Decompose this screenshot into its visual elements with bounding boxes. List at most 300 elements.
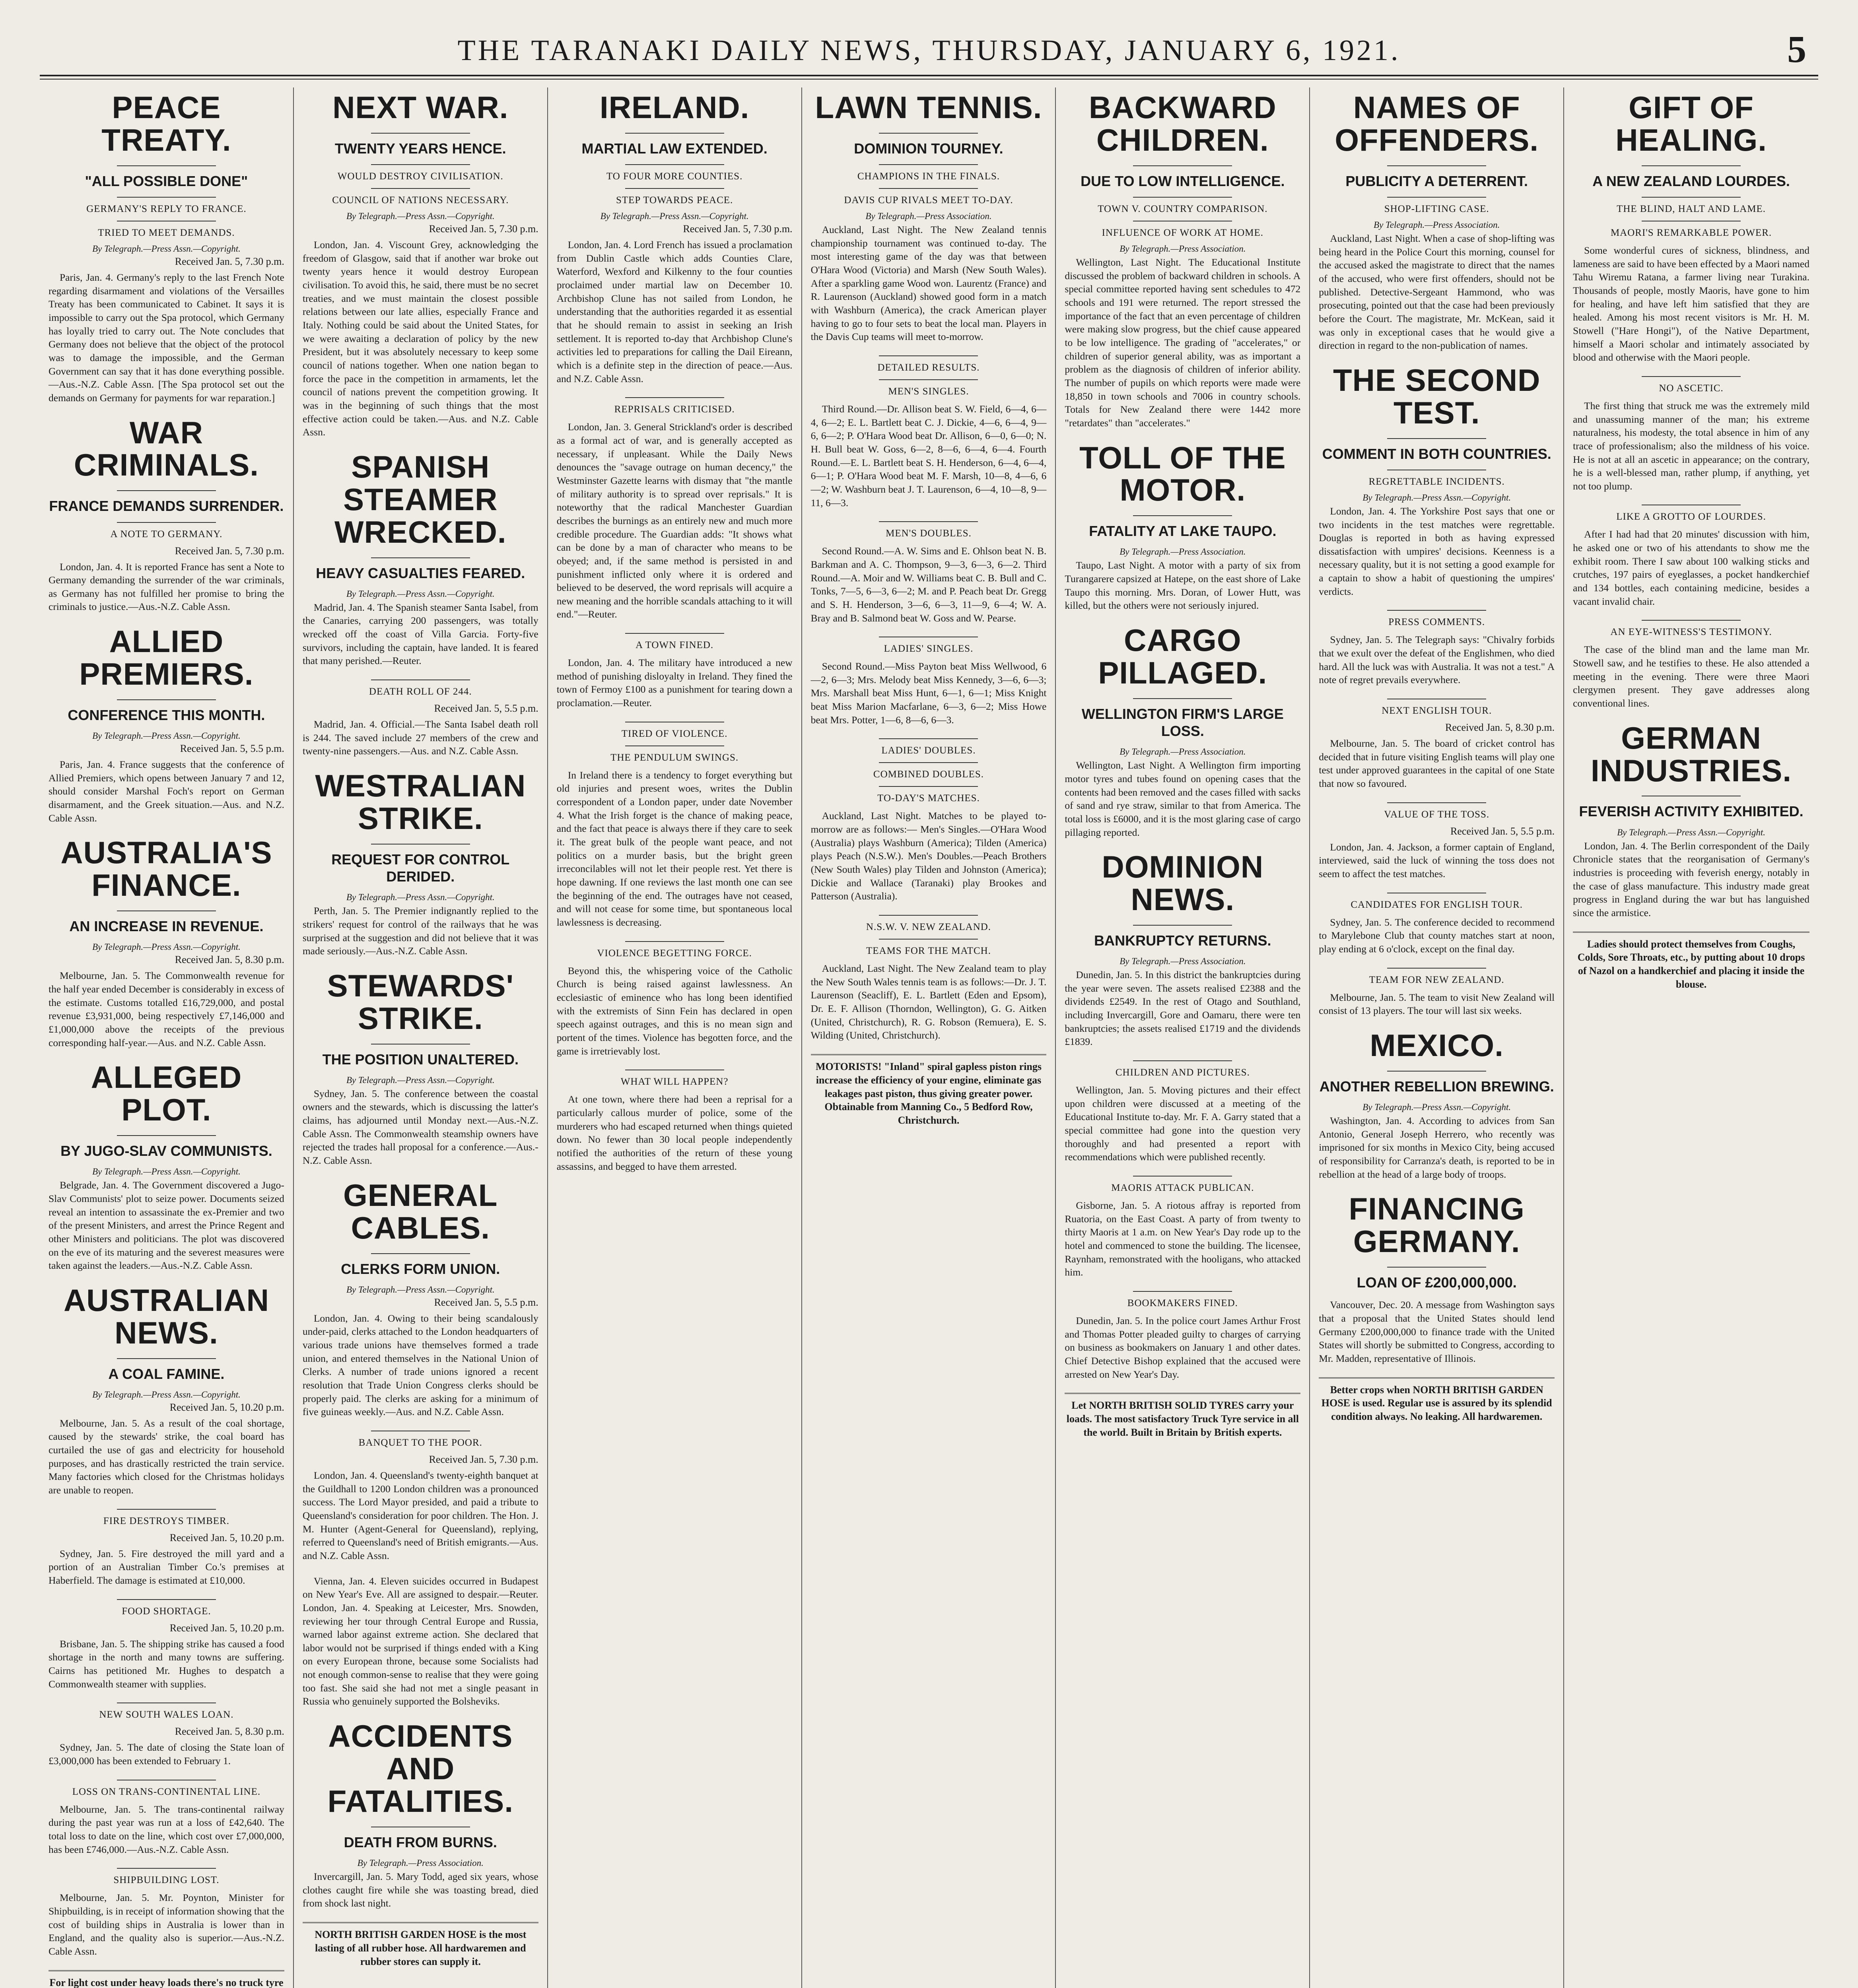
- article: [1573, 91, 1809, 364]
- headline-rule: [371, 844, 470, 845]
- article-dateline: Received Jan. 5, 7.30 p.m.: [683, 223, 793, 235]
- article-subhead: VALUE OF THE TOSS.: [1384, 809, 1490, 820]
- article-body: Brisbane, Jan. 5. The shipping strike has caused a food shortage in the north and many towns are suffering. Cairns has petitioned Mr. Hughes to despatch a Commonwealth steamer with supplies.: [49, 1638, 284, 1690]
- article-dateline: Received Jan. 5, 5.5 p.m.: [434, 1296, 538, 1308]
- article-headline: SPANISH STEAMER WRECKED.: [334, 449, 507, 549]
- article-subhead: SHOP-LIFTING CASE.: [1384, 203, 1489, 214]
- article-dateline: Received Jan. 5, 7.30 p.m.: [429, 1453, 538, 1465]
- article-subhead: TEAMS FOR THE MATCH.: [866, 945, 991, 957]
- article: [811, 91, 1047, 344]
- headline-rule: [117, 165, 216, 166]
- advertisement: NORTH BRITISH GARDEN HOSE is the most lasting of all rubber hose. All hardwaremen and rubber stores can supply it.: [303, 1922, 538, 1968]
- article-subhead: CHAMPIONS IN THE FINALS.: [857, 171, 1000, 182]
- article-body: Sydney, Jan. 5. The date of closing the State loan of £3,000,000 has been extended to February 1.: [49, 1741, 284, 1767]
- article-body: Melbourne, Jan. 5. The team to visit New Zealand will consist of 13 players. The tour will last six weeks.: [1319, 991, 1555, 1017]
- headline-rule: [625, 188, 724, 189]
- advertisement: Let NORTH BRITISH SOLID TYRES carry your loads. The most satisfactory Truck Tyre service in all the world. Built in Britain by British experts.: [1065, 1393, 1300, 1439]
- article-byline: By Telegraph.—Press Assn.—Copyright.: [1362, 1102, 1511, 1112]
- article-headline: AUSTRALIA'S FINANCE.: [60, 835, 272, 903]
- article-subhead: TO-DAY'S MATCHES.: [877, 793, 980, 804]
- article: [303, 1574, 538, 1708]
- headline-rule: [879, 188, 978, 189]
- article-byline: By Telegraph.—Press Association.: [865, 211, 992, 221]
- article: [557, 941, 793, 1058]
- article-subhead: A NEW ZEALAND LOURDES.: [1592, 173, 1790, 189]
- article-body: Invercargill, Jan. 5. Mary Todd, aged six years, whose clothes caught fire while she was toasting bread, died from shock last night.: [302, 1870, 538, 1909]
- article-subhead: FOOD SHORTAGE.: [122, 1606, 211, 1617]
- article-dateline: Received Jan. 5, 10.20 p.m.: [169, 1401, 284, 1413]
- headline-rule: [371, 164, 470, 165]
- headline-rule: [1133, 515, 1232, 516]
- headline-rule: [1642, 197, 1741, 198]
- article-subhead: TWENTY YEARS HENCE.: [334, 140, 506, 157]
- article-subhead: A TOWN FINED.: [636, 640, 714, 651]
- article-byline: By Telegraph.—Press Assn.—Copyright.: [346, 588, 495, 599]
- article-subhead: DAVIS CUP RIVALS MEET TO-DAY.: [844, 195, 1013, 206]
- headline-rule: [371, 1253, 470, 1254]
- article: [1319, 610, 1555, 687]
- article-subhead: BANKRUPTCY RETURNS.: [1094, 932, 1271, 949]
- article: [1319, 893, 1555, 956]
- article-subhead: TO FOUR MORE COUNTIES.: [606, 171, 743, 182]
- article-body: Melbourne, Jan. 5. The trans-continental railway during the past year was run at a loss of £42,640. The total loss to date on the line, which cost over £7,000,000, has been £746,000.—Aus.-N.Z. Cable Assn.: [49, 1803, 284, 1855]
- article-headline: ALLEGED PLOT.: [91, 1060, 242, 1128]
- article-subhead: MAORIS ATTACK PUBLICAN.: [1111, 1182, 1254, 1194]
- headline-rule: [1387, 1071, 1486, 1072]
- article: [811, 915, 1047, 1042]
- article: [49, 417, 284, 614]
- article-headline: DOMINION NEWS.: [1102, 849, 1264, 917]
- article: [1573, 722, 1809, 920]
- article: [1065, 1060, 1300, 1164]
- article: [49, 837, 284, 1049]
- headline-rule: [117, 522, 216, 523]
- article-byline: By Telegraph.—Press Assn.—Copyright.: [92, 731, 241, 741]
- headline-rule: [879, 521, 978, 522]
- article-dateline: Received Jan. 5, 10.20 p.m.: [169, 1532, 284, 1543]
- headline-rule: [1133, 197, 1232, 198]
- article-subhead: TIRED OF VIOLENCE.: [621, 728, 728, 739]
- column-2: [294, 87, 548, 1988]
- article-headline: WESTRALIAN STRIKE.: [315, 768, 526, 836]
- article-body: London, Jan. 4. The military have introduced a new method of punishing disloyalty in Ireland. They fined the town of Fermoy £100 as a punishment for tearing down a proclamation.—Reuter.: [556, 657, 793, 709]
- headline-rule: [117, 1868, 216, 1869]
- article-dateline: Received Jan. 5, 8.30 p.m.: [175, 1726, 284, 1738]
- article-body: Washington, Jan. 4. According to advices from San Antonio, General Joseph Herrero, who recently was imprisoned for six months in Mexico City, being accused of responsibility for Carranza's death, is reported to be in rebellion at the head of a large body of troops.: [1319, 1115, 1555, 1180]
- article-subhead: STEP TOWARDS PEACE.: [616, 195, 733, 206]
- article-subhead: THE PENDULUM SWINGS.: [610, 752, 739, 763]
- headline-rule: [1133, 925, 1232, 926]
- article-headline: ACCIDENTS AND FATALITIES.: [327, 1718, 513, 1819]
- article-body: London, Jan. 3. General Strickland's order is described as a formal act of war, and is generally accepted as necessary, if unpleasant. While the Daily News denounces the "savage outrage on human decency," the Westminster Gazette learns with dismay that "the mantle of military authority is to spread over reprisals." It is noteworthy that the radical Manchester Guardian describes the burnings as an entirely new and much more credible procedure. The Guardian adds: "It shows what can be done by a man of character who means to be obeyed; and, if the same method is persisted in and punishment inflicted only where it is ordered and believed to be deserved, the word reprisals will acquire a new meaning and the horrible scandals attaching to it will end."—Reuter.: [556, 421, 793, 620]
- article-dateline: Received Jan. 5, 5.5 p.m.: [180, 743, 284, 755]
- article-subhead: N.S.W. V. NEW ZEALAND.: [866, 922, 991, 933]
- article-body: Sydney, Jan. 5. The conference decided to recommend to Marylebone Club that county matches start at noon, play ending at 6 o'clock, except on the final day.: [1319, 916, 1555, 955]
- masthead-rule: [40, 75, 1818, 80]
- article-headline: FINANCING GERMANY.: [1349, 1191, 1525, 1259]
- article-subhead: THE POSITION UNALTERED.: [322, 1051, 519, 1068]
- article: [811, 355, 1047, 509]
- article-byline: By Telegraph.—Press Assn.—Copyright.: [92, 1167, 241, 1177]
- article: [303, 679, 538, 758]
- article: [811, 637, 1047, 726]
- article: [1573, 376, 1809, 493]
- column-3: [548, 87, 802, 1988]
- article-body: Madrid, Jan. 4. The Spanish steamer Santa Isabel, from the Canaries, carrying 200 passengers, was totally wrecked off the coast of Villa Garcia. Forty-five survivors, including the captain, have landed. It is feared that many perished.—Reuter.: [302, 601, 538, 667]
- article-byline: By Telegraph.—Press Assn.—Copyright.: [92, 942, 241, 952]
- article: [303, 1720, 538, 1910]
- article-byline: By Telegraph.—Press Association.: [1119, 956, 1246, 967]
- article-subhead: FIRE DESTROYS TIMBER.: [103, 1515, 229, 1526]
- column-7: [1564, 87, 1818, 1988]
- article: [49, 1284, 284, 1497]
- article-body: Melbourne, Jan. 5. The Commonwealth revenue for the half year ended December is considerably in excess of the estimate. Customs totalled £16,729,000, and postal revenue £3,931,000, being respectively £7,146,000 and £1,000,000 above the receipts of the previous corresponding half-year.—Aus. and N.Z. Cable Assn.: [49, 970, 284, 1048]
- article-body: Dunedin, Jan. 5. In the police court James Arthur Frost and Thomas Potter pleaded guilty to charges of carrying on business as bookmakers on January 1 and other dates. Chief Detective Bishop explained that the accused were arrested on New Year's Day.: [1065, 1314, 1301, 1380]
- article: [557, 91, 793, 385]
- article: [1319, 364, 1555, 598]
- article-subhead: LOAN OF £200,000,000.: [1357, 1274, 1517, 1291]
- article-subhead: TOWN V. COUNTRY COMPARISON.: [1098, 203, 1268, 214]
- article: [1065, 442, 1300, 613]
- article-subhead: NO ASCETIC.: [1659, 382, 1724, 394]
- article-body: Dunedin, Jan. 5. In this district the bankruptcies during the year were seven. The assets realised £2388 and the dividends £2549. In the rest of Otago and Southland, including Invercargill, Gore and Oamaru, there were ten bankruptcies; the assets realised £1719 and the dividends £1839.: [1065, 969, 1301, 1048]
- article-subhead: MAORI'S REMARKABLE POWER.: [1610, 227, 1772, 238]
- article-body: Perth, Jan. 5. The Premier indignantly replied to the strikers' request for control of the railways that he was surprised at the suggestion and did not believe that it was made seriously.—Aus.-N.Z. Cable Assn.: [302, 905, 538, 957]
- advertisement: Better crops when NORTH BRITISH GARDEN HOSE is used. Regular use is assured by its splendid condition always. No leaking. All hardwaremen.: [1319, 1377, 1555, 1423]
- article: [557, 1070, 793, 1173]
- article-dateline: Received Jan. 5, 5.5 p.m.: [1450, 825, 1555, 837]
- article-byline: By Telegraph.—Press Assn.—Copyright.: [346, 1284, 495, 1295]
- advertisement: MOTORISTS! "Inland" spiral gapless piston rings increase the efficiency of your engine, eliminate gas leakages past piston, thus giving greater power. Obtainable from Manning Co., 5 Bedford Row, Christchurch.: [811, 1054, 1047, 1127]
- article-dateline: Received Jan. 5, 5.5 p.m.: [434, 703, 538, 714]
- article-subhead: BOOKMAKERS FINED.: [1127, 1297, 1238, 1309]
- article: [303, 91, 538, 439]
- article-subhead: BY JUGO-SLAV COMMUNISTS.: [60, 1143, 272, 1159]
- headline-rule: [371, 557, 470, 558]
- column-5: [1056, 87, 1310, 1988]
- article-body: Gisborne, Jan. 5. A riotous affray is reported from Ruatoria, on the East Coast. A party of from twenty to thirty Maoris at 1 a.m. on New Year's Day rode up to the hotel and commenced to stone the building. The licensee, Raynham, remonstrated with the hooligans, who attacked him.: [1065, 1200, 1301, 1278]
- headline-rule: [1387, 802, 1486, 803]
- article-subhead: COMBINED DOUBLES.: [873, 769, 984, 780]
- article-byline: By Telegraph.—Press Assn.—Copyright.: [92, 243, 241, 254]
- article-body: Vancouver, Dec. 20. A message from Washington says that a proposal that the United States should lend Germany £200,000,000 to finance trade with the United States will shortly be submitted to Congress, according to Mr. Madden, representative of Illinois.: [1319, 1299, 1555, 1364]
- columns-container: [40, 87, 1818, 1988]
- article: [1065, 851, 1300, 1048]
- headline-rule: [1133, 1060, 1232, 1061]
- article-body: London, Jan. 4. It is reported France has sent a Note to Germany demanding the surrender of the war criminals, as Germany has not fulfilled her promise to bring the criminals to justice.—Aus.-N.Z. Cable Assn.: [49, 561, 284, 613]
- headline-rule: [1387, 610, 1486, 611]
- headline-rule: [371, 133, 470, 134]
- article-subhead: BANQUET TO THE POOR.: [358, 1437, 482, 1448]
- headline-rule: [371, 679, 470, 680]
- article: [811, 521, 1047, 625]
- article-body: London, Jan. 4. Queensland's twenty-eighth banquet at the Guildhall to 1200 London children was a pronounced success. The Lord Mayor presided, and paid a tribute to Queensland's consideration for poor children. The Hon. J. M. Hunter (Agent-General for Queensland), replying, referred to Queensland's need of British emigrants.—Aus. and N.Z. Cable Assn.: [302, 1469, 538, 1561]
- article: [1319, 699, 1555, 790]
- article: [49, 1703, 284, 1767]
- article-headline: CARGO PILLAGED.: [1098, 623, 1267, 690]
- headline-rule: [117, 1509, 216, 1510]
- headline-rule: [625, 397, 724, 398]
- article-dateline: Received Jan. 5, 7.30 p.m.: [175, 545, 284, 557]
- article-headline: WAR CRIMINALS.: [74, 415, 259, 483]
- article-subhead: FATALITY AT LAKE TAUPO.: [1089, 523, 1277, 540]
- article-byline: By Telegraph.—Press Association.: [1374, 219, 1500, 230]
- article-body: Wellington, Last Night. A Wellington firm importing motor tyres and tubes found on opening cases that the contents had been removed and the cases filled with sacks of sand and rye straw, similar to that from America. The total loss is £6000, and it is the most glaring case of cargo pillaging reported.: [1065, 759, 1301, 838]
- article-byline: By Telegraph.—Press Assn.—Copyright.: [92, 1389, 241, 1400]
- article: [303, 1179, 538, 1419]
- article-byline: By Telegraph.—Press Association.: [1119, 747, 1246, 757]
- article-subhead: WHAT WILL HAPPEN?: [620, 1076, 729, 1087]
- article-subhead: GERMANY'S REPLY TO FRANCE.: [86, 203, 247, 214]
- article-headline: GIFT OF HEALING.: [1615, 90, 1767, 157]
- article: [49, 1780, 284, 1856]
- article-body: Auckland, Last Night. The New Zealand tennis championship tournament was continued to-day. The most interesting game of the day was that between O'Hara Wood (Victoria) and Marsh (New South Wales). After a sparkling game Wood won. Laurentz (France) and R. Laurenson (Auckland) showed good form in a match with Washburn (America), the crack American player having to go to four sets to beat the local man. Players in the Davis Cup teams will meet to-morrow.: [810, 224, 1047, 343]
- article-body: Sydney, Jan. 5. The Telegraph says: "Chivalry forbids that we exult over the defeat of the Englishmen, who died hard. All the luck was with Australia. It was not a test." A note of regret prevails everywhere.: [1319, 634, 1555, 686]
- article: [49, 1509, 284, 1587]
- article-headline: NEXT WAR.: [332, 90, 509, 125]
- advertisement: Ladies should protect themselves from Coughs, Colds, Sore Throats, etc., by putting about 10 drops of Nazol on a handkerchief and placing it inside the blouse.: [1573, 932, 1809, 991]
- article-subhead: LADIES' DOUBLES.: [881, 745, 976, 756]
- article-subhead: PRESS COMMENTS.: [1388, 617, 1485, 628]
- article-body: London, Jan. 4. The Berlin correspondent of the Daily Chronicle states that the reorganisation of Germany's industries is proceeding with feverish energy, notably in the case of glass manufacture. This industry made great progress in England during the war but has languished since the armistice.: [1573, 840, 1809, 918]
- article: [557, 633, 793, 710]
- column-6: [1310, 87, 1564, 1988]
- article-body: Melbourne, Jan. 5. Mr. Poynton, Minister for Shipbuilding, is in receipt of information showing that the cost of building ships in Australia is lower than in England, and the quality also is superior.—Aus.-N.Z. Cable Assn.: [49, 1892, 284, 1957]
- headline-rule: [1387, 968, 1486, 969]
- article-body: Beyond this, the whispering voice of the Catholic Church is being raised against lawlessness. An ecclesiastic of eminence who has long been identified with the extremists of Sinn Fein has declared in open speech against outrages, and this is no mean sign and portent of the times. Violence has begotten force, and the game is irretrievably lost.: [556, 965, 793, 1057]
- article-body: London, Jan. 4. Lord French has issued a proclamation from Dublin Castle which adds Counties Clare, Waterford, Wexford and Kilkenny to the four counties proclaimed under martial law on December 10. Archbishop Clune has not sailed from London, he understanding that the authorities regarded it as essential that he should remain to assist in seeking an Irish settlement. It is reported to-day that Archbishop Clune's activities led to preparations for calling the Dail Eireann, which is a definite step in the direction of peace.—Aus. and N.Z. Cable Assn.: [556, 239, 793, 384]
- article-dateline: Received Jan. 5, 7.30 p.m.: [429, 223, 538, 235]
- article-body: Some wonderful cures of sickness, blindness, and lameness are said to have been effected by a Maori named Tahu Wiremu Ratana, a farmer living near Turakina. Thousands of people, mostly Maoris, have gone to him for healing, and have left him satisfied that they are healed. Among his most recent visitors is Mr. H. M. Stowell ("Hare Hongi"), of the Native Department, himself a Maori scholar and intimately associated by blood and otherwise with the Maori people.: [1573, 244, 1809, 363]
- article: [303, 970, 538, 1167]
- article-headline: IRELAND.: [599, 90, 750, 125]
- article-subhead: CANDIDATES FOR ENGLISH TOUR.: [1351, 899, 1523, 910]
- article: [557, 722, 793, 929]
- article: [49, 1599, 284, 1691]
- article-subhead: NEXT ENGLISH TOUR.: [1382, 705, 1492, 716]
- headline-rule: [1387, 197, 1486, 198]
- article-byline: By Telegraph.—Press Association.: [357, 1858, 484, 1868]
- article-subhead: MEN'S DOUBLES.: [886, 528, 972, 539]
- article-headline: LAWN TENNIS.: [815, 90, 1042, 125]
- article: [1319, 1193, 1555, 1365]
- article-subhead: DOMINION TOURNEY.: [854, 140, 1003, 157]
- article: [1065, 624, 1300, 839]
- article-subhead: THE BLIND, HALT AND LAME.: [1617, 203, 1766, 214]
- article-body: Auckland, Last Night. The New Zealand team to play the New South Wales tennis team is as follows:—Dr. J. T. Laurenson (Seacliff), E. L. Bartlett (Eden and Epsom), Dr. E. F. Allison (Thorndon, Wellington), G. G. Aitken (United, Christchurch), R. G. Robson (Remuera), E. S. Wilding (United, Christchurch).: [810, 963, 1047, 1041]
- article-byline: By Telegraph.—Press Association.: [1119, 243, 1246, 254]
- headline-rule: [117, 197, 216, 198]
- article-headline: THE SECOND TEST.: [1333, 362, 1541, 430]
- headline-rule: [1387, 165, 1486, 166]
- article-subhead: PUBLICITY A DETERRENT.: [1345, 173, 1528, 189]
- article-subhead: LOSS ON TRANS-CONTINENTAL LINE.: [72, 1786, 261, 1797]
- headline-rule: [625, 164, 724, 165]
- headline-rule: [371, 188, 470, 189]
- article-subhead: REPRISALS CRITICISED.: [614, 404, 735, 415]
- article-body: At one town, where there had been a reprisal for a particularly callous murder of police, some of the murderers who had escaped returned when things quieted down. No fewer than 30 local people independently notified the authorities of the return of these young assassins, and begged to have them arrested.: [556, 1093, 793, 1172]
- masthead: THE TARANAKI DAILY NEWS, THURSDAY, JANUARY 6, 1921.: [457, 34, 1401, 67]
- article: [49, 625, 284, 825]
- headline-rule: [1642, 165, 1741, 166]
- article: [1319, 91, 1555, 352]
- article: [1319, 1029, 1555, 1181]
- article-body: Vienna, Jan. 4. Eleven suicides occurred in Budapest on New Year's Eve. All are assigned to despair.—Reuter. London, Jan. 4. Speaking at Leicester, Mrs. Snowden, reviewing her tour through Central Europe and Russia, warned labor against extreme action. She declared that labor would not be surprised if things ended with a King on every European throne, because some Socialists had not enough common-sense to realise that they were going too fast. She said she had not met a single peasant in Russia who genuinely supported the Bolsheviks.: [302, 1575, 538, 1707]
- headline-rule: [879, 133, 978, 134]
- article-subhead: DEATH ROLL OF 244.: [369, 686, 472, 697]
- article: [1319, 968, 1555, 1017]
- article-body: Melbourne, Jan. 5. As a result of the coal shortage, caused by the stewards' strike, the coal board has curtailed the use of gas and electricity for household purposes, and has drastically restricted the train service. Many factories which closed for the Christmas holidays are unable to reopen.: [49, 1417, 284, 1496]
- headline-rule: [117, 490, 216, 491]
- article-subhead: DETAILED RESULTS.: [877, 362, 980, 373]
- article: [1065, 1176, 1300, 1279]
- headline-rule: [625, 633, 724, 634]
- article-subhead: LADIES' SINGLES.: [884, 643, 974, 654]
- article-headline: NAMES OF OFFENDERS.: [1335, 90, 1539, 157]
- article-byline: By Telegraph.—Press Assn.—Copyright.: [600, 211, 749, 221]
- article-subhead: COMMENT IN BOTH COUNTRIES.: [1322, 445, 1551, 462]
- article-byline: By Telegraph.—Press Association.: [1119, 547, 1246, 557]
- article: [1319, 802, 1555, 881]
- article-body: Madrid, Jan. 4. Official.—The Santa Isabel death roll is 244. The saved include 27 members of the crew and twenty-nine passengers.—Aus. and N.Z. Cable Assn.: [302, 718, 538, 757]
- article-body: The first thing that struck me was the extremely mild and unassuming manner of the man; his extreme naturalness, his modesty, the total absence in him of any trace of professionalism; also the mildness of his voice. He is not at all an ascetic in appearance; on the contrary, he is a well-blessed man, rather plump, if anything, yet not too plump.: [1573, 400, 1809, 492]
- article: [303, 1431, 538, 1563]
- article-subhead: NEW SOUTH WALES LOAN.: [99, 1709, 234, 1720]
- article-headline: PEACE TREATY.: [101, 90, 231, 157]
- headline-rule: [1642, 376, 1741, 377]
- article-byline: By Telegraph.—Press Assn.—Copyright.: [346, 211, 495, 221]
- article-subhead: WOULD DESTROY CIVILISATION.: [337, 171, 503, 182]
- article-subhead: MEN'S SINGLES.: [888, 386, 969, 397]
- article-body: London, Jan. 4. The Yorkshire Post says that one or two incidents in the test matches were regrettable. Douglas is reported in both as having expressed dissatisfaction with umpires' decisions. Keenness is a necessary quality, but it is not setting a good example for a captain to show a habit of questioning the umpires' verdicts.: [1319, 505, 1555, 597]
- article-subhead: REQUEST FOR CONTROL DERIDED.: [331, 851, 510, 885]
- article-subhead: "ALL POSSIBLE DONE": [85, 173, 248, 189]
- article-body: The case of the blind man and the lame man Mr. Stowell saw, and he testifies to these. He also attended a meeting in the evening. There were three Maori clergymen present. They gave addresses along conventional lines.: [1573, 644, 1809, 709]
- article: [811, 738, 1047, 903]
- article-headline: AUSTRALIAN NEWS.: [63, 1282, 269, 1350]
- headline-rule: [117, 1135, 216, 1136]
- article-dateline: Received Jan. 5, 8.30 p.m.: [175, 954, 284, 966]
- article-subhead: A NOTE TO GERMANY.: [110, 528, 223, 540]
- article-subhead: A COAL FAMINE.: [108, 1365, 225, 1382]
- article-headline: ALLIED PREMIERS.: [79, 624, 254, 692]
- article-headline: STEWARDS' STRIKE.: [327, 968, 514, 1036]
- headline-rule: [117, 699, 216, 700]
- column-4: [802, 87, 1056, 1988]
- article-subhead: DUE TO LOW INTELLIGENCE.: [1081, 173, 1285, 189]
- headline-rule: [879, 164, 978, 165]
- article-body: In Ireland there is a tendency to forget everything but old injuries and present woes, writes the Dublin correspondent of a London paper, under date November 4. What the Irish forget is the chance of making peace, and the fact that peace is always there if they care to seek it. The great bulk of the people want peace, and not politics on a murder basis, but the bright green irreconcilables will not let their people rest. Yet there is hope dawning. If one reviews the last month one can see the beginning of the end. The outrages have not ceased, and will not cease for some time, but spontaneous local lawlessness is decreasing.: [556, 769, 793, 928]
- headline-rule: [1133, 165, 1232, 166]
- headline-rule: [1133, 698, 1232, 699]
- article-headline: MEXICO.: [1370, 1027, 1504, 1063]
- article-dateline: Received Jan. 5, 10.20 p.m.: [169, 1622, 284, 1634]
- headline-rule: [1642, 620, 1741, 621]
- article-subhead: VIOLENCE BEGETTING FORCE.: [597, 947, 752, 959]
- article-body: Melbourne, Jan. 5. The board of cricket control has decided that in future visiting English teams will play one test under approved guarantees in the capital of one State that now so favoured.: [1319, 738, 1555, 790]
- article-dateline: Received Jan. 5, 7.30 p.m.: [175, 255, 284, 267]
- article: [1065, 1291, 1300, 1381]
- headline-rule: [625, 133, 724, 134]
- advertisement: For light cost under heavy loads there's no truck tyre: [49, 1970, 284, 1988]
- headline-rule: [1387, 438, 1486, 439]
- headline-rule: [625, 941, 724, 942]
- page-number: 5: [1787, 28, 1806, 70]
- article: [303, 770, 538, 958]
- headline-rule: [879, 379, 978, 380]
- article-subhead: CONFERENCE THIS MONTH.: [68, 707, 265, 723]
- headline-rule: [879, 939, 978, 940]
- article: [557, 397, 793, 621]
- article-headline: GENERAL CABLES.: [343, 1177, 498, 1245]
- headline-rule: [879, 762, 978, 763]
- article-subhead: SHIPBUILDING LOST.: [113, 1875, 220, 1886]
- article-dateline: Received Jan. 5, 8.30 p.m.: [1445, 722, 1555, 734]
- headline-rule: [879, 915, 978, 916]
- article-subhead: FRANCE DEMANDS SURRENDER.: [49, 498, 284, 514]
- article-body: Second Round.—Miss Payton beat Miss Wellwood, 6—2, 6—3; Mrs. Melody beat Miss Kennedy, 3—6, 6—3; Mrs. Marshall beat Miss Hunt, 6—1, 6—1; Miss Knight beat Miss Marion Macfarlane, 6—3, 6—2; Miss Howe beat Mrs. Potter, 1—6, 8—6, 6—3.: [810, 660, 1047, 726]
- article-subhead: HEAVY CASUALTIES FEARED.: [316, 565, 525, 581]
- article-body: Wellington, Jan. 5. Moving pictures and their effect upon children were discussed at a meeting of the Educational Institute to-day. Mr. F. A. Garry stated that a special committee had gone into the question very thoroughly and had presented a report with recommendations which were published recently.: [1065, 1084, 1301, 1163]
- article-body: Taupo, Last Night. A motor with a party of six from Turangarere capsized at Hatepe, on the east shore of Lake Taupo this morning. Mrs. Doran, of Lower Hutt, was killed, but the others were not seriously injured.: [1065, 559, 1301, 612]
- article: [1573, 505, 1809, 608]
- headline-rule: [117, 1599, 216, 1600]
- article: [49, 1061, 284, 1272]
- article-subhead: COUNCIL OF NATIONS NECESSARY.: [332, 195, 509, 206]
- article-byline: By Telegraph.—Press Assn.—Copyright.: [346, 1075, 495, 1085]
- article-subhead: INFLUENCE OF WORK AT HOME.: [1102, 227, 1264, 238]
- article-headline: GERMAN INDUSTRIES.: [1591, 720, 1792, 788]
- headline-rule: [879, 786, 978, 787]
- headline-rule: [1133, 1291, 1232, 1292]
- article-subhead: AN INCREASE IN REVENUE.: [69, 918, 264, 935]
- headline-rule: [117, 1358, 216, 1359]
- article-body: Belgrade, Jan. 4. The Government discovered a Jugo-Slav Communists' plot to seize power. Documents seized reveal an intention to assassinate the ex-Premier and two of the present Ministers, and arrest the Prince Regent and other Ministers and politicians. The plot was discovered on the eve of its maturing and the severest measures were taken against the leaders.—Aus.-N.Z. Cable Assn.: [49, 1179, 284, 1272]
- article: [1573, 620, 1809, 710]
- article-body: Sydney, Jan. 5. Fire destroyed the mill yard and a portion of an Australian Timber Co.'s premises at Haberfield. The damage is estimated at £10,000.: [49, 1547, 284, 1586]
- article-subhead: AN EYE-WITNESS'S TESTIMONY.: [1610, 627, 1772, 638]
- article-byline: By Telegraph.—Press Assn.—Copyright.: [1362, 492, 1511, 503]
- article: [49, 1868, 284, 1958]
- article-subhead: WELLINGTON FIRM'S LARGE LOSS.: [1081, 705, 1284, 740]
- article-body: Auckland, Last Night. Matches to be played to-morrow are as follows:— Men's Singles.—O'Hara Wood (Australia) plays Washburn (America); Tilden (America) plays Peach (N.S.W.). Men's Doubles.—Peach Brothers (New South Wales) play Tilden and Johnston (America); Dickie and Wallace (Taranaki) play Brookes and Patterson (Australia).: [810, 810, 1047, 902]
- article-subhead: CLERKS FORM UNION.: [341, 1260, 500, 1277]
- column-1: [40, 87, 294, 1988]
- article-subhead: DEATH FROM BURNS.: [344, 1834, 497, 1850]
- article-body: London, Jan. 4. Owing to their being scandalously under-paid, clerks attached to the London headquarters of various trade unions have themselves formed a trade union, and entered themselves in the National Union of Clerks. A number of trade unions ignored a recent resolution that Trade Union Congress clerks should be properly paid. The clerks are asking for a minimum of five guineas weekly.—Aus. and N.Z. Cable Assn.: [302, 1312, 538, 1418]
- headline-rule: [879, 738, 978, 739]
- article-byline: By Telegraph.—Press Assn.—Copyright.: [1617, 827, 1766, 837]
- article-body: Paris, Jan. 4. Germany's reply to the last French Note regarding disarmament and violations of the Versailles Treaty has been communicated to Cabinet. It says it is impossible to carry out the Spa protocol, which Germany has loyally tried to carry out. The Note concludes that Germany does not believe that the object of the protocol was to damage the impossible, and the German Government can say that it has done everything possible.—Aus.-N.Z. Cable Assn. [The Spa protocol set out the demands on Germany for payments for war reparation.]: [49, 271, 284, 404]
- article-headline: BACKWARD CHILDREN.: [1089, 90, 1277, 157]
- article-subhead: MARTIAL LAW EXTENDED.: [581, 140, 768, 157]
- article: [49, 91, 284, 405]
- headline-rule: [1387, 1267, 1486, 1268]
- article-body: London, Jan. 4. Jackson, a former captain of England, interviewed, said the luck of winning the toss does not seem to affect the test matches.: [1319, 841, 1555, 879]
- article-body: Auckland, Last Night. When a case of shop-lifting was being heard in the Police Court this morning, counsel for the accused asked the magistrate to direct that the names of the accused, who were first offenders, should not be published. Detective-Sergeant Hammond, who was prosecuting, pointed out that the case had been previously before the Court. The magistrate, Mr. McKean, said it was only in exceptional cases that he would give a direction in regard to the non-publication of names.: [1319, 232, 1555, 351]
- headline-rule: [879, 355, 978, 356]
- article-body: Wellington, Last Night. The Educational Institute discussed the problem of backward children in schools. A special committee reported having sent schedules to 472 schools and 191 were returned. The report stressed the importance of the fact that an even percentage of children were making slow progress, but the chief cause appeared to be low intelligence. The grading of "accelerates," or children of superior general ability, was as important a problem as the diagnosis of children of inferior ability. The number of pupils on which reports were made were 18,850 in town schools and 7006 in country schools. Totals for New Zealand there were 1442 more "retardates" than "accelerates.": [1065, 256, 1301, 429]
- article: [1065, 91, 1300, 430]
- article-body: Second Round.—A. W. Sims and E. Ohlson beat N. B. Barkman and A. C. Thompson, 9—3, 6—3, 6—2. Third Round.—A. Moir and W. Williams beat C. B. Bull and C. Tonks, 7—5, 6—3, 6—2; M. and P. Peach beat Dr. Gregg and S. H. Henderson, 3—6, 6—3, 11—9, 6—4; W. A. Bray and B. Salmond beat W. Goss and W. Pearse.: [810, 545, 1047, 624]
- article-body: Paris, Jan. 4. France suggests that the conference of Allied Premiers, which opens between January 7 and 12, should consider Marshal Foch's report on German disarmament, and the Greek situation.—Aus. and N.Z. Cable Assn.: [49, 759, 284, 824]
- article: [303, 451, 538, 668]
- article-subhead: FEVERISH ACTIVITY EXHIBITED.: [1579, 803, 1804, 820]
- article-body: After I had had that 20 minutes' discussion with him, he asked one or two of his attendants to show me the exhibit room. There I saw about 100 walking sticks and crutches, 197 pairs of eyeglasses, a pocket handkerchief and 134 bottles, each containing medicine, besides a vacant invalid chair.: [1573, 528, 1809, 607]
- article-body: Third Round.—Dr. Allison beat S. W. Field, 6—4, 6—4, 6—2; E. L. Bartlett beat C. J. Dickie, 4—6, 6—4, 9—6, 6—2; P. O'Hara Wood beat Dr. Allison, 6—0, 6—0; N. H. Bull beat W. Goss, 6—2, 8—6, 6—4, 6—4. Fourth Round.—E. L. Bartlett beat S. H. Henderson, 6—4, 6—4, 6—1; P. O'Hara Wood beat M. F. Marsh, 10—8, 4—6, 6—2; W. Washburn beat J. T. Laurenson, 6—4, 10—8, 9—11, 6—3.: [810, 403, 1047, 509]
- article-body: Sydney, Jan. 5. The conference between the coastal owners and the stewards, which is discussing the latter's claims, has adjourned until Monday next.—Aus.-N.Z. Cable Assn. The Commonwealth steamship owners have rejected the trades hall proposal for a conference.—Aus.-N.Z. Cable Assn.: [302, 1087, 538, 1167]
- article-byline: By Telegraph.—Press Assn.—Copyright.: [346, 892, 495, 903]
